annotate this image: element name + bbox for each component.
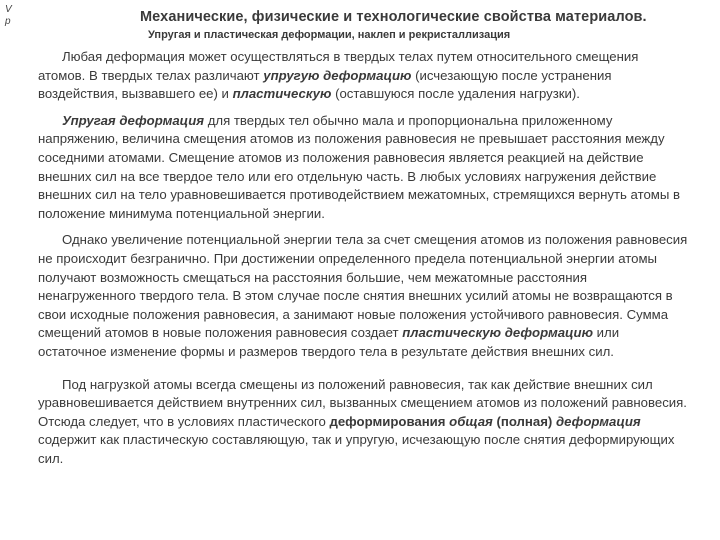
paragraph-total-deformation — [38, 376, 688, 469]
text-run: Однако увеличение потенциальной энергии тела за счет смещения атомов из положения равновесия не происходит безгранично. При достижении определенного предела потенциальной энергии атомы получают возможность смещаться на расстояния большие, чем межатомные расстояния ненагруженного твердого тела. В этом случае после снятия внешних усилий атомы не возвращаются в свои исходные положения равновесия, а занимают новые положения устойчивого равновесия. Сумма смещений атомов в новые положения равновесия создает — [38, 232, 688, 341]
text-run: (исчезающую после устранения воздействия, вызвавшего ее) и — [38, 67, 612, 102]
term-elastic-deformation-heading: Упругая деформация — [62, 112, 205, 128]
term-plastic: пластическую — [232, 86, 332, 102]
term-deformation: деформация — [556, 413, 641, 429]
corner-mark — [5, 4, 12, 28]
term-plastic-deformation: пластическую деформацию — [402, 325, 594, 341]
page-subtitle: Упругая и пластическая деформации, наклеп и рекристаллизация — [148, 29, 511, 41]
term-deforming: деформирования — [329, 413, 446, 429]
paragraph-deformation-intro — [38, 48, 688, 104]
text-run: (оставшуюся после удаления нагрузки). — [331, 86, 580, 102]
text-run: или остаточное изменение формы и размеров твердого тела в результате действия внешних сил. — [38, 325, 620, 359]
corner-mark-line2: p — [5, 16, 11, 27]
paragraph-elastic-deformation — [38, 112, 688, 224]
term-full: (полная) — [492, 413, 556, 429]
term-elastic-deformation: упругую деформацию — [263, 67, 412, 83]
text-run: Любая деформация может осуществляться в твердых телах путем относительного смещения атомов. В твердых телах различают — [38, 49, 639, 83]
page-title: Механические, физические и технологические свойства материалов. — [140, 9, 647, 25]
text-run: содержит как пластическую составляющую, так и упругую, исчезающую после снятия деформирующих сил. — [38, 432, 675, 466]
text-run: для твердых тел обычно мала и пропорциональна приложенному напряжению, величина смещения атомов из положения равновесия не превышает расстояния между соседними атомами. Смещение атомов из положения равновесия является реакцией на действие внешних сил на все твердое тело или его отдельную часть. В любых условиях нагружения действие внешних сил на тело уравновешивается противодействием межатомных, стремящихся вернуть атомы в положение минимума потенциальной энергии. — [38, 112, 681, 221]
term-total: общая — [449, 413, 493, 429]
paragraph-plastic-deformation — [38, 231, 688, 361]
corner-mark-line1: V — [5, 4, 12, 15]
text-run: Под нагрузкой атомы всегда смещены из положений равновесия, так как действие внешних сил уравновешивается действием внутренних сил, вызванных смещением атомов из положений равновесия. Отсюда следует, что в условиях пластического — [38, 376, 687, 429]
document-body — [38, 48, 688, 476]
